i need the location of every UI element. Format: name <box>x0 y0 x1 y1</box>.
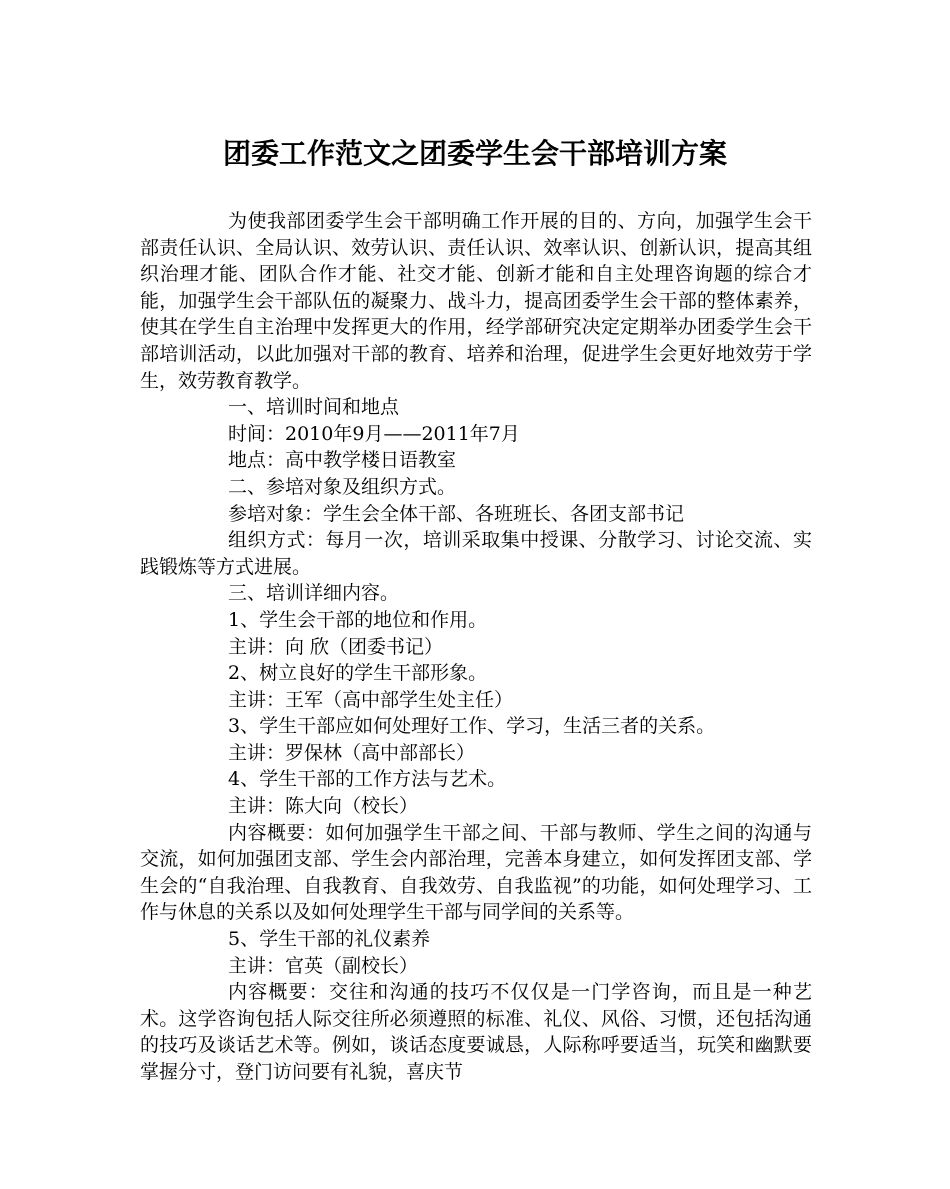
paragraph-participants: 参培对象：学生会全体干部、各班班长、各团支部书记 <box>228 502 685 525</box>
document-body <box>140 208 812 1086</box>
paragraph-organization: 组织方式：每月一次，培训采取集中授课、分散学习、讨论交流、实践锻炼等方式进展。 <box>140 529 812 578</box>
summary-4: 内容概要：如何加强学生干部之间、干部与教师、学生之间的沟通与交流，如何加强团支部、学生会内部治理，完善本身建立，如何发挥团支部、学生会的“自我治理、自我教育、自我效劳、自我监视”的功能，如何处理学习、工作与休息的关系以及如何处理学生干部与同学间的关系等。 <box>140 821 812 924</box>
speaker-1: 主讲：向 欣（团委书记） <box>228 635 444 658</box>
section-heading-time-place: 一、培训时间和地点 <box>228 396 400 419</box>
paragraph-place: 地点：高中教学楼日语教室 <box>228 449 457 472</box>
document-title: 团委工作范文之团委学生会干部培训方案 <box>222 137 727 170</box>
topic-4: 4、学生干部的工作方法与艺术。 <box>228 768 507 791</box>
summary-5: 内容概要：交往和沟通的技巧不仅仅是一门学咨询，而且是一种艺术。这学咨询包括人际交往所必须遵照的标准、礼仪、风俗、习惯，还包括沟通的技巧及谈话艺术等。例如，谈话态度要诚恳，人际称呼要适当，玩笑和幽默要掌握分寸，登门访问要有礼貌，喜庆节 <box>140 981 812 1083</box>
paragraph-intro: 为使我部团委学生会干部明确工作开展的目的、方向，加强学生会干部责任认识、全局认识、效劳认识、责任认识、效率认识、创新认识，提高其组织治理才能、团队合作才能、社交才能、创新才能和自主处理咨询题的综合才能，加强学生会干部队伍的凝聚力、战斗力，提高团委学生会干部的整体素养，使其在学生自主治理中发挥更大的作用，经学部研究决定定期举办团委学生会干部培训活动，以此加强对干部的教育、培养和治理，促进学生会更好地效劳于学生，效劳教育教学。 <box>140 210 812 392</box>
speaker-5: 主讲：官英（副校长） <box>228 954 419 977</box>
speaker-2: 主讲：王军（高中部学生处主任） <box>228 688 514 711</box>
section-heading-participants: 二、参培对象及组织方式。 <box>228 475 457 498</box>
paragraph-time: 时间：2010年9月——2011年7月 <box>228 422 520 445</box>
topic-1: 1、学生会干部的地位和作用。 <box>228 608 488 631</box>
topic-3: 3、学生干部应如何处理好工作、学习，生活三者的关系。 <box>228 715 716 738</box>
speaker-3: 主讲：罗保林（高中部部长） <box>228 741 476 764</box>
topic-5: 5、学生干部的礼仪素养 <box>228 928 431 951</box>
section-heading-content: 三、培训详细内容。 <box>228 582 400 605</box>
speaker-4: 主讲：陈大向（校长） <box>228 795 419 818</box>
topic-2: 2、树立良好的学生干部形象。 <box>228 662 488 685</box>
